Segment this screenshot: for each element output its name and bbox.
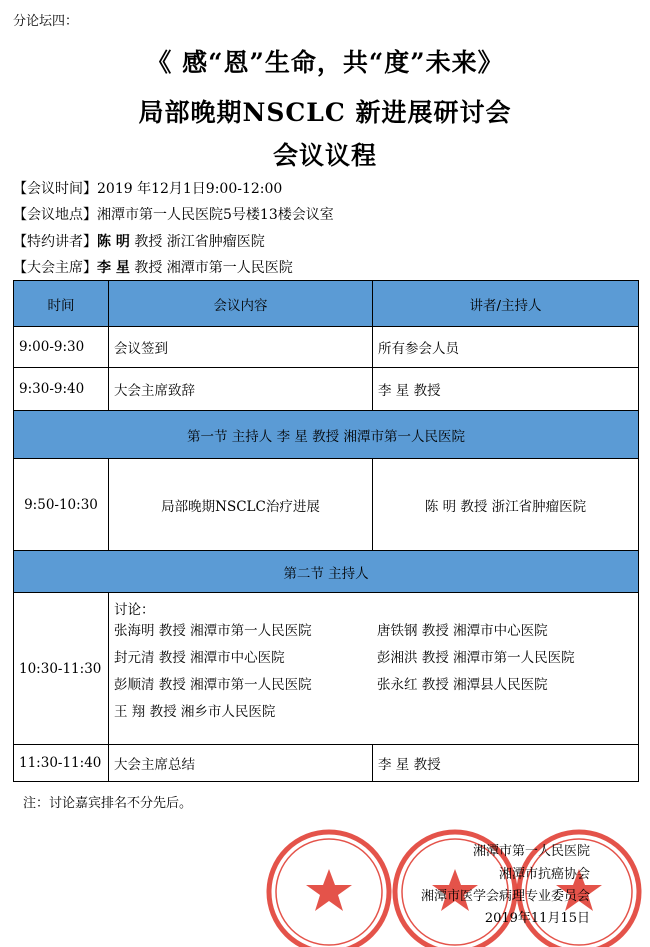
signoff-date: 2019年11月15日	[484, 911, 590, 926]
info-speaker-label: 【特约讲者】	[13, 234, 97, 250]
section2-text: 第二节 主持人	[14, 551, 639, 593]
discussion-right-column	[377, 618, 575, 726]
title-line-2: 局部晚期NSCLC 新进展研讨会	[138, 98, 512, 127]
section-row-2	[14, 551, 639, 593]
info-chair-detail: 教授 湘潭市第一人民医院	[129, 260, 293, 276]
discussant: 张永红 教授 湘潭县人民医院	[377, 677, 548, 693]
header-time: 时间	[14, 281, 109, 327]
discussion-cell	[109, 593, 639, 745]
row2-time: 9:30-9:40	[14, 368, 109, 411]
discussant: 彭湘洪 教授 湘潭市第一人民医院	[377, 650, 575, 666]
row3-content: 局部晚期NSCLC治疗进展	[109, 459, 373, 551]
info-place	[13, 204, 334, 224]
discussant: 张海明 教授 湘潭市第一人民医院	[114, 623, 312, 639]
table-row	[14, 459, 639, 551]
row5-time: 11:30-11:40	[14, 745, 109, 782]
section-row-1	[14, 411, 639, 459]
row3-speaker: 陈 明 教授 浙江省肿瘤医院	[373, 459, 639, 551]
section1-text: 第一节 主持人 李 星 教授 湘潭市第一人民医院	[14, 411, 639, 459]
seal-hospital-icon	[262, 825, 396, 947]
discussion-left-column	[114, 618, 377, 726]
table-header-row	[14, 281, 639, 327]
header-content: 会议内容	[109, 281, 373, 327]
discussion-time: 10:30-11:30	[14, 593, 109, 745]
table-row	[14, 368, 639, 411]
info-chair-name: 李 星	[97, 260, 130, 276]
signoff-org-1: 湘潭市第一人民医院	[472, 844, 590, 859]
row3-time: 9:50-10:30	[14, 459, 109, 551]
info-time-label: 【会议时间】	[13, 181, 97, 197]
row1-speaker: 所有参会人员	[373, 327, 639, 368]
info-speaker-name: 陈 明	[97, 234, 130, 250]
row5-speaker: 李 星 教授	[373, 745, 639, 782]
row5-content: 大会主席总结	[109, 745, 373, 782]
agenda-table	[13, 280, 639, 782]
title-line-1: 《 感“恩”生命，共“度”未来》	[146, 48, 504, 77]
info-chair-label: 【大会主席】	[13, 260, 97, 276]
info-chair	[13, 257, 293, 277]
discussion-row	[14, 593, 639, 745]
forum-label: 分论坛四：	[13, 14, 79, 29]
info-place-value: 湘潭市第一人民医院5号楼13楼会议室	[97, 207, 334, 223]
info-speaker-detail: 教授 浙江省肿瘤医院	[129, 234, 265, 250]
info-time	[13, 178, 282, 198]
table-row	[14, 327, 639, 368]
signoff-org-2: 湘潭市抗癌协会	[498, 867, 590, 882]
discussant: 彭顺清 教授 湘潭市第一人民医院	[114, 677, 312, 693]
discussant: 王 翔 教授 湘乡市人民医院	[114, 704, 276, 720]
row1-content: 会议签到	[109, 327, 373, 368]
row1-time: 9:00-9:30	[14, 327, 109, 368]
discussion-panel	[114, 618, 633, 726]
signoff-org-3: 湘潭市医学会病理专业委员会	[420, 889, 590, 904]
info-time-value: 2019 年12月1日9:00-12:00	[97, 181, 283, 197]
footnote: 注：讨论嘉宾排名不分先后。	[23, 796, 193, 811]
discussant: 封元清 教授 湘潭市中心医院	[114, 650, 285, 666]
table-row	[14, 745, 639, 782]
info-speaker	[13, 231, 265, 251]
header-speaker: 讲者/主持人	[373, 281, 639, 327]
discussion-label: 讨论：	[114, 602, 155, 618]
info-place-label: 【会议地点】	[13, 207, 97, 223]
row2-speaker: 李 星 教授	[373, 368, 639, 411]
row2-content: 大会主席致辞	[109, 368, 373, 411]
discussant: 唐铁钢 教授 湘潭市中心医院	[377, 623, 548, 639]
title-line-3: 会议议程	[272, 141, 377, 170]
